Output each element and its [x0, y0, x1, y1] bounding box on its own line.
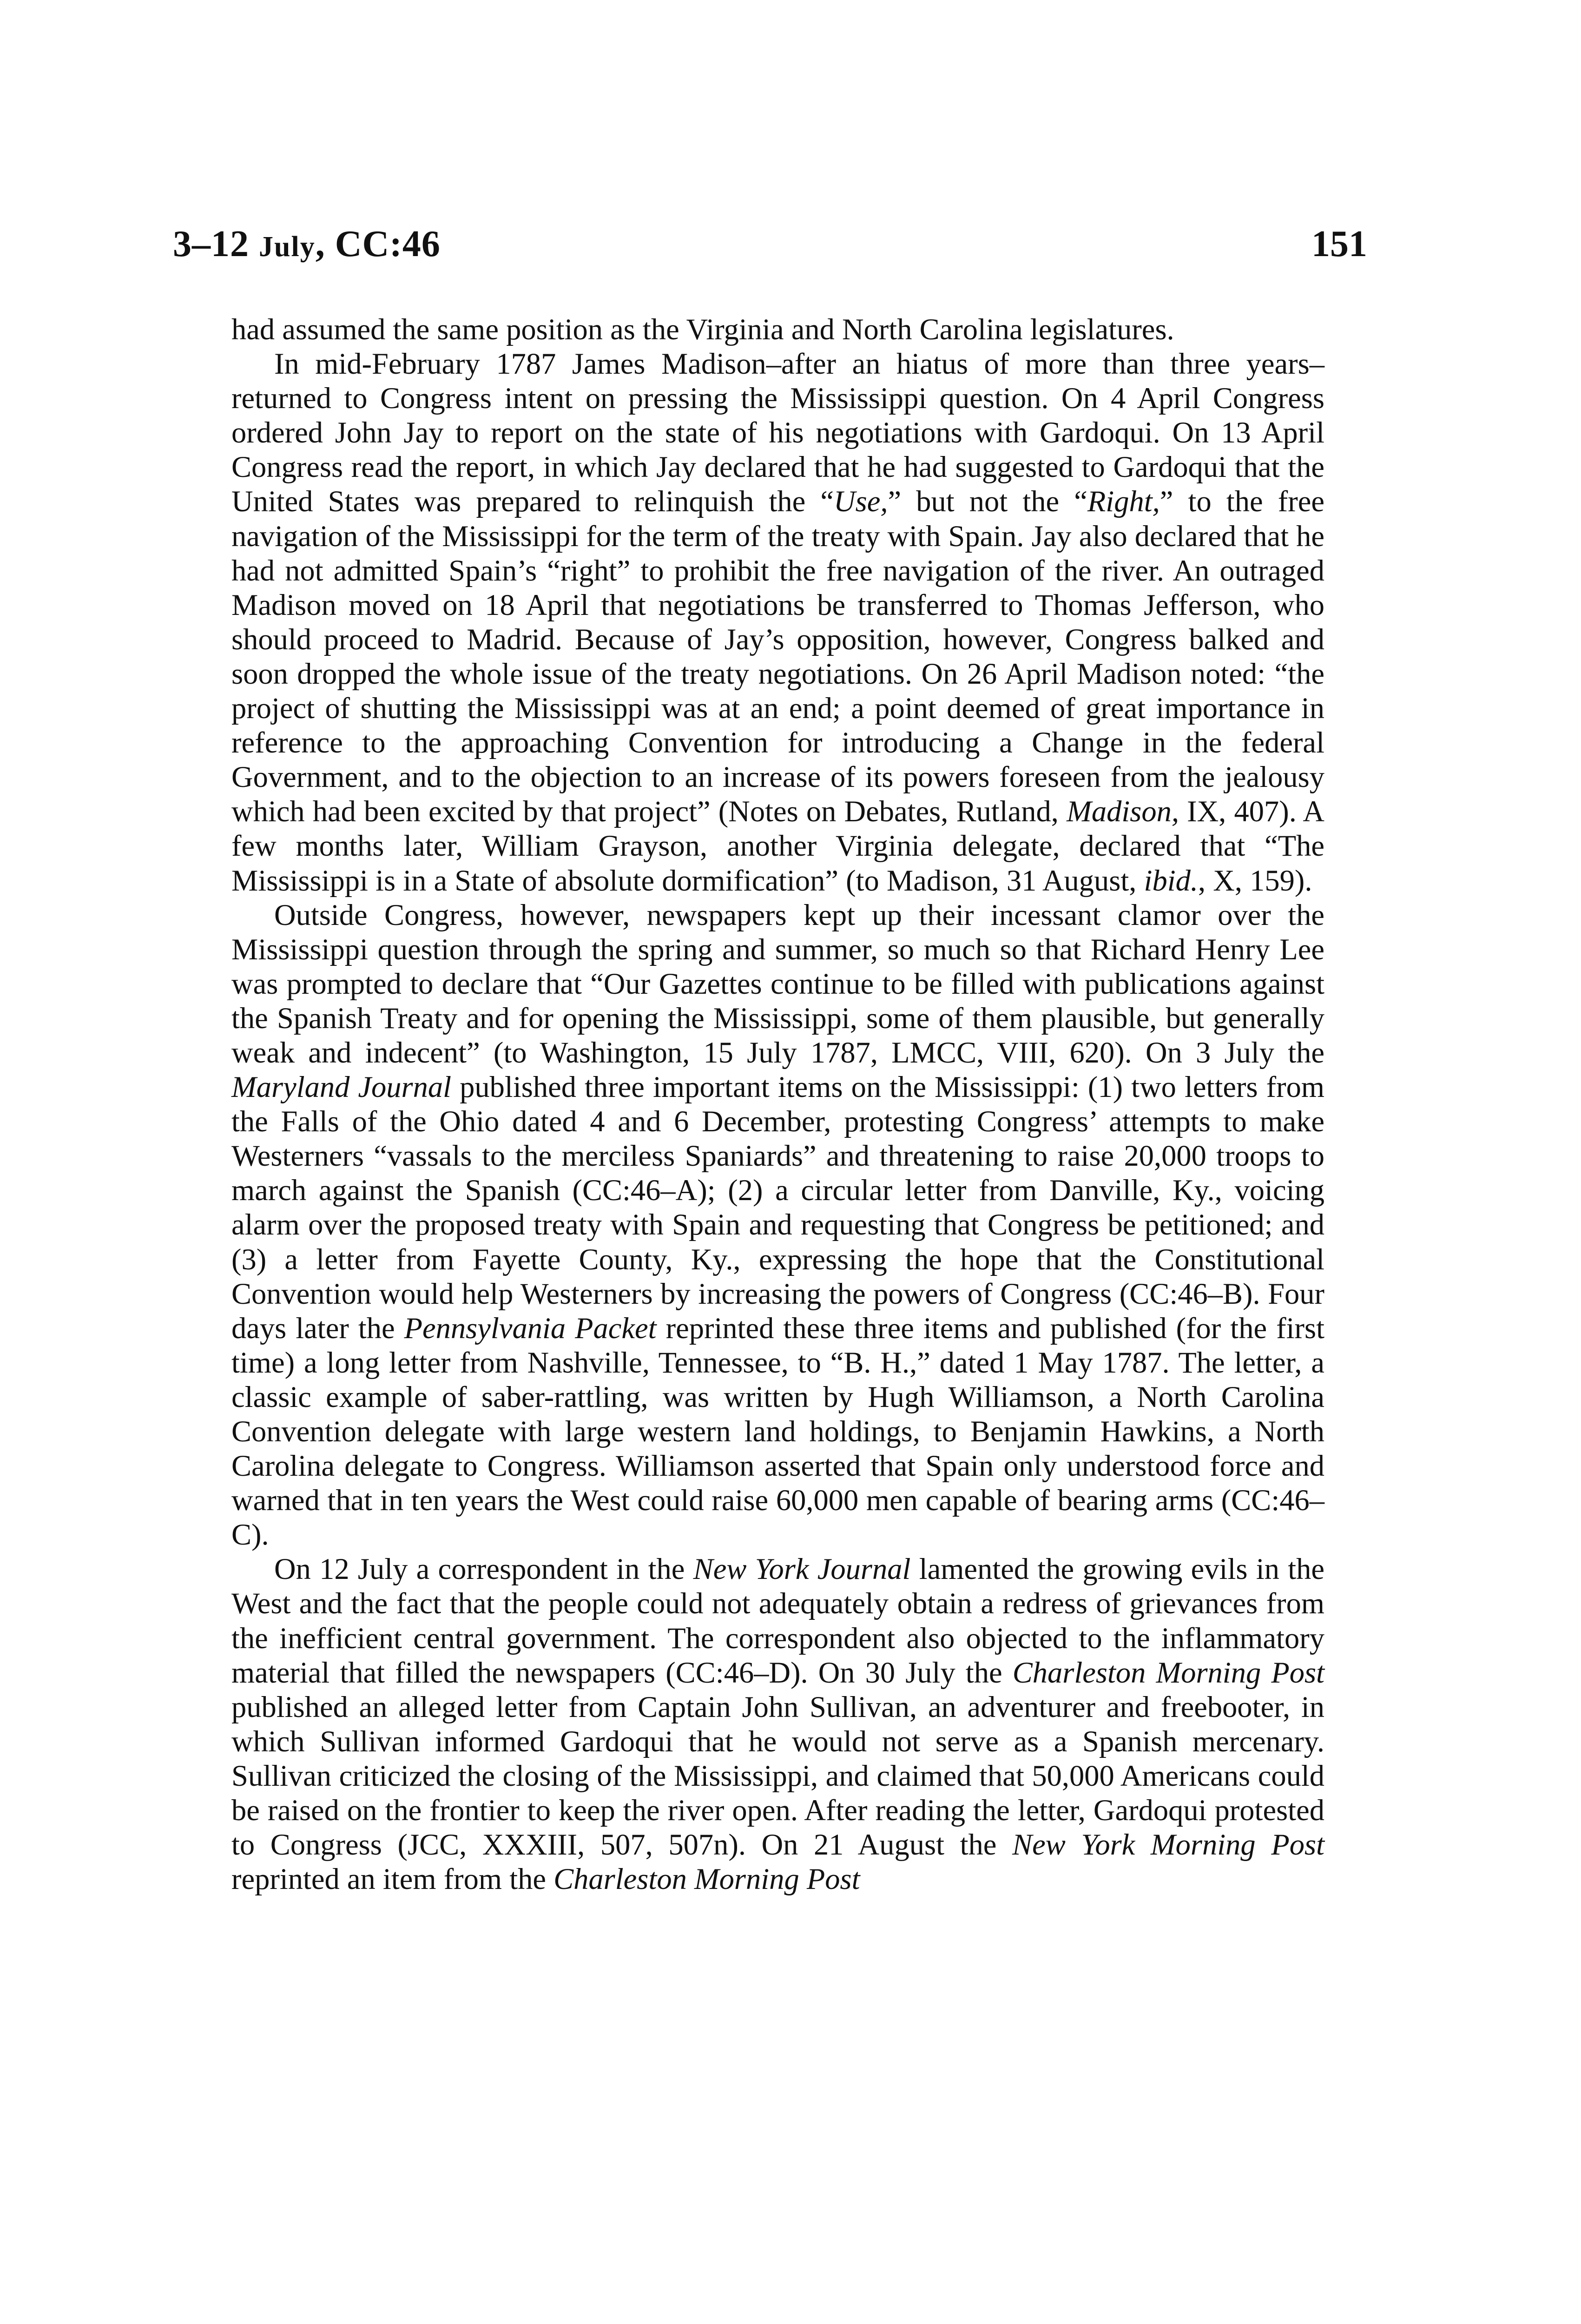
- section-prefix: 3–12: [173, 224, 259, 264]
- italic-text-run: Charleston Morning Post: [553, 1862, 860, 1896]
- section-suffix: , CC:46: [315, 224, 441, 264]
- text-run: ” to the free navigation of the Mississippi for the term of the treaty with Spain. Jay also declared that he had not admitted Spain’s “right” to prohibit the free navigation of the river. An outraged Madison moved on 18 April that negotiations be transferred to Thomas Jefferson, who should proceed to Madrid. Because of Jay’s opposition, however, Congress balked and soon dropped the whole issue of the treaty negotiations. On 26 April Madison noted: “the project of shutting the Mississippi was at an end; a point deemed of great importance in reference to the approaching Convention for introducing a Change in the federal Government, and to the objection to an increase of its powers foreseen from the jealousy which had been excited by that project” (Notes on Debates, Rutland,: [231, 485, 1324, 828]
- body-paragraph: [231, 347, 1324, 898]
- text-run: lamented the growing evils in the West and the fact that the people could not adequately obtain a redress of grievances from the inefficient central government. The correspondent also objected to the inflammatory material that filled the newspapers (CC:46–D). On 30 July the: [231, 1552, 1325, 1689]
- text-run: Outside Congress, however, newspapers kept up their incessant clamor over the Mississippi question through the spring and summer, so much so that Richard Henry Lee was prompted to declare that “Our Gazettes continue to be filled with publications against the Spanish Treaty and for opening the Mississippi, some of them plausible, but generally weak and indecent” (to Washington, 15 July 1787, LMCC, VIII, 620). On 3 July the: [231, 898, 1324, 1069]
- italic-text-run: Right,: [1087, 485, 1160, 518]
- text-run: had assumed the same position as the Virginia and North Carolina legislatures.: [231, 313, 1174, 346]
- italic-text-run: ibid.: [1144, 864, 1199, 897]
- italic-text-run: Maryland Journal: [231, 1070, 452, 1104]
- text-run: published three important items on the Mississippi: (1) two letters from the Falls of the Ohio dated 4 and 6 December, protesting Congress’ attempts to make Westerners “vassals to the merciless Spaniards” and threatening to raise 20,000 troops to march against the Spanish (CC:46–A); (2) a circular letter from Danville, Ky., voicing alarm over the proposed treaty with Spain and requesting that Congress be petitioned; and (3) a letter from Fayette County, Ky., expressing the hope that the Constitutional Convention would help Westerners by increasing the powers of Congress (CC:46–B). Four days later the: [231, 1070, 1325, 1345]
- text-run: , X, 159).: [1198, 864, 1312, 897]
- text-run: ” but not the “: [888, 485, 1087, 518]
- text-run: published an alleged letter from Captain John Sullivan, an adventurer and freebooter, in which Sullivan informed Gardoqui that he would not serve as a Spanish mercenary. Sullivan criticized the closing of the Mississippi, and claimed that 50,000 Americans could be raised on the frontier to keep the river open. After reading the letter, Gardoqui protested to Congress (JCC, XXXIII, 507, 507n). On 21 August the: [231, 1690, 1324, 1862]
- page-number: 151: [1311, 224, 1367, 264]
- text-run: On 12 July a correspondent in the: [274, 1552, 693, 1586]
- italic-text-run: Use,: [834, 485, 888, 518]
- italic-text-run: New York Morning Post: [1012, 1828, 1324, 1862]
- section-reference: [173, 218, 441, 272]
- text-run: reprinted these three items and published (for the first time) a long letter from Nashville, Tennessee, to “B. H.,” dated 1 May 1787. The letter, a classic example of saber-rattling, was written by Hugh Williamson, a North Carolina Convention delegate with large western land holdings, to Benjamin Hawkins, a North Carolina delegate to Congress. Williamson asserted that Spain only understood force and warned that in ten years the West could raise 60,000 men capable of bearing arms (CC:46–C).: [231, 1311, 1325, 1552]
- text-run: reprinted an item from the: [231, 1862, 554, 1896]
- text-run: IX, 407). A few months later, William Grayson, another Virginia delegate, declared that “The Mississippi is in a State of absolute dormification” (to Madison, 31 August,: [231, 795, 1325, 897]
- italic-text-run: New York Journal: [693, 1552, 911, 1586]
- italic-text-run: Pennsylvania Packet: [404, 1311, 657, 1345]
- body-paragraph: [231, 1552, 1324, 1896]
- running-head: [173, 218, 1367, 270]
- body-paragraph: [231, 312, 1324, 347]
- italic-text-run: Charleston Morning Post: [1012, 1656, 1324, 1689]
- italic-text-run: Madison,: [1067, 795, 1179, 828]
- section-month: July: [259, 231, 316, 263]
- body-paragraph: [231, 898, 1324, 1552]
- body-text: [231, 312, 1324, 1896]
- text-run: In mid-February 1787 James Madison–after an hiatus of more than three years–returned to Congress intent on pressing the Mississippi question. On 4 April Congress ordered John Jay to report on the state of his negotiations with Gardoqui. On 13 April Congress read the report, in which Jay declared that he had suggested to Gardoqui that the United States was prepared to relinquish the “: [231, 347, 1324, 518]
